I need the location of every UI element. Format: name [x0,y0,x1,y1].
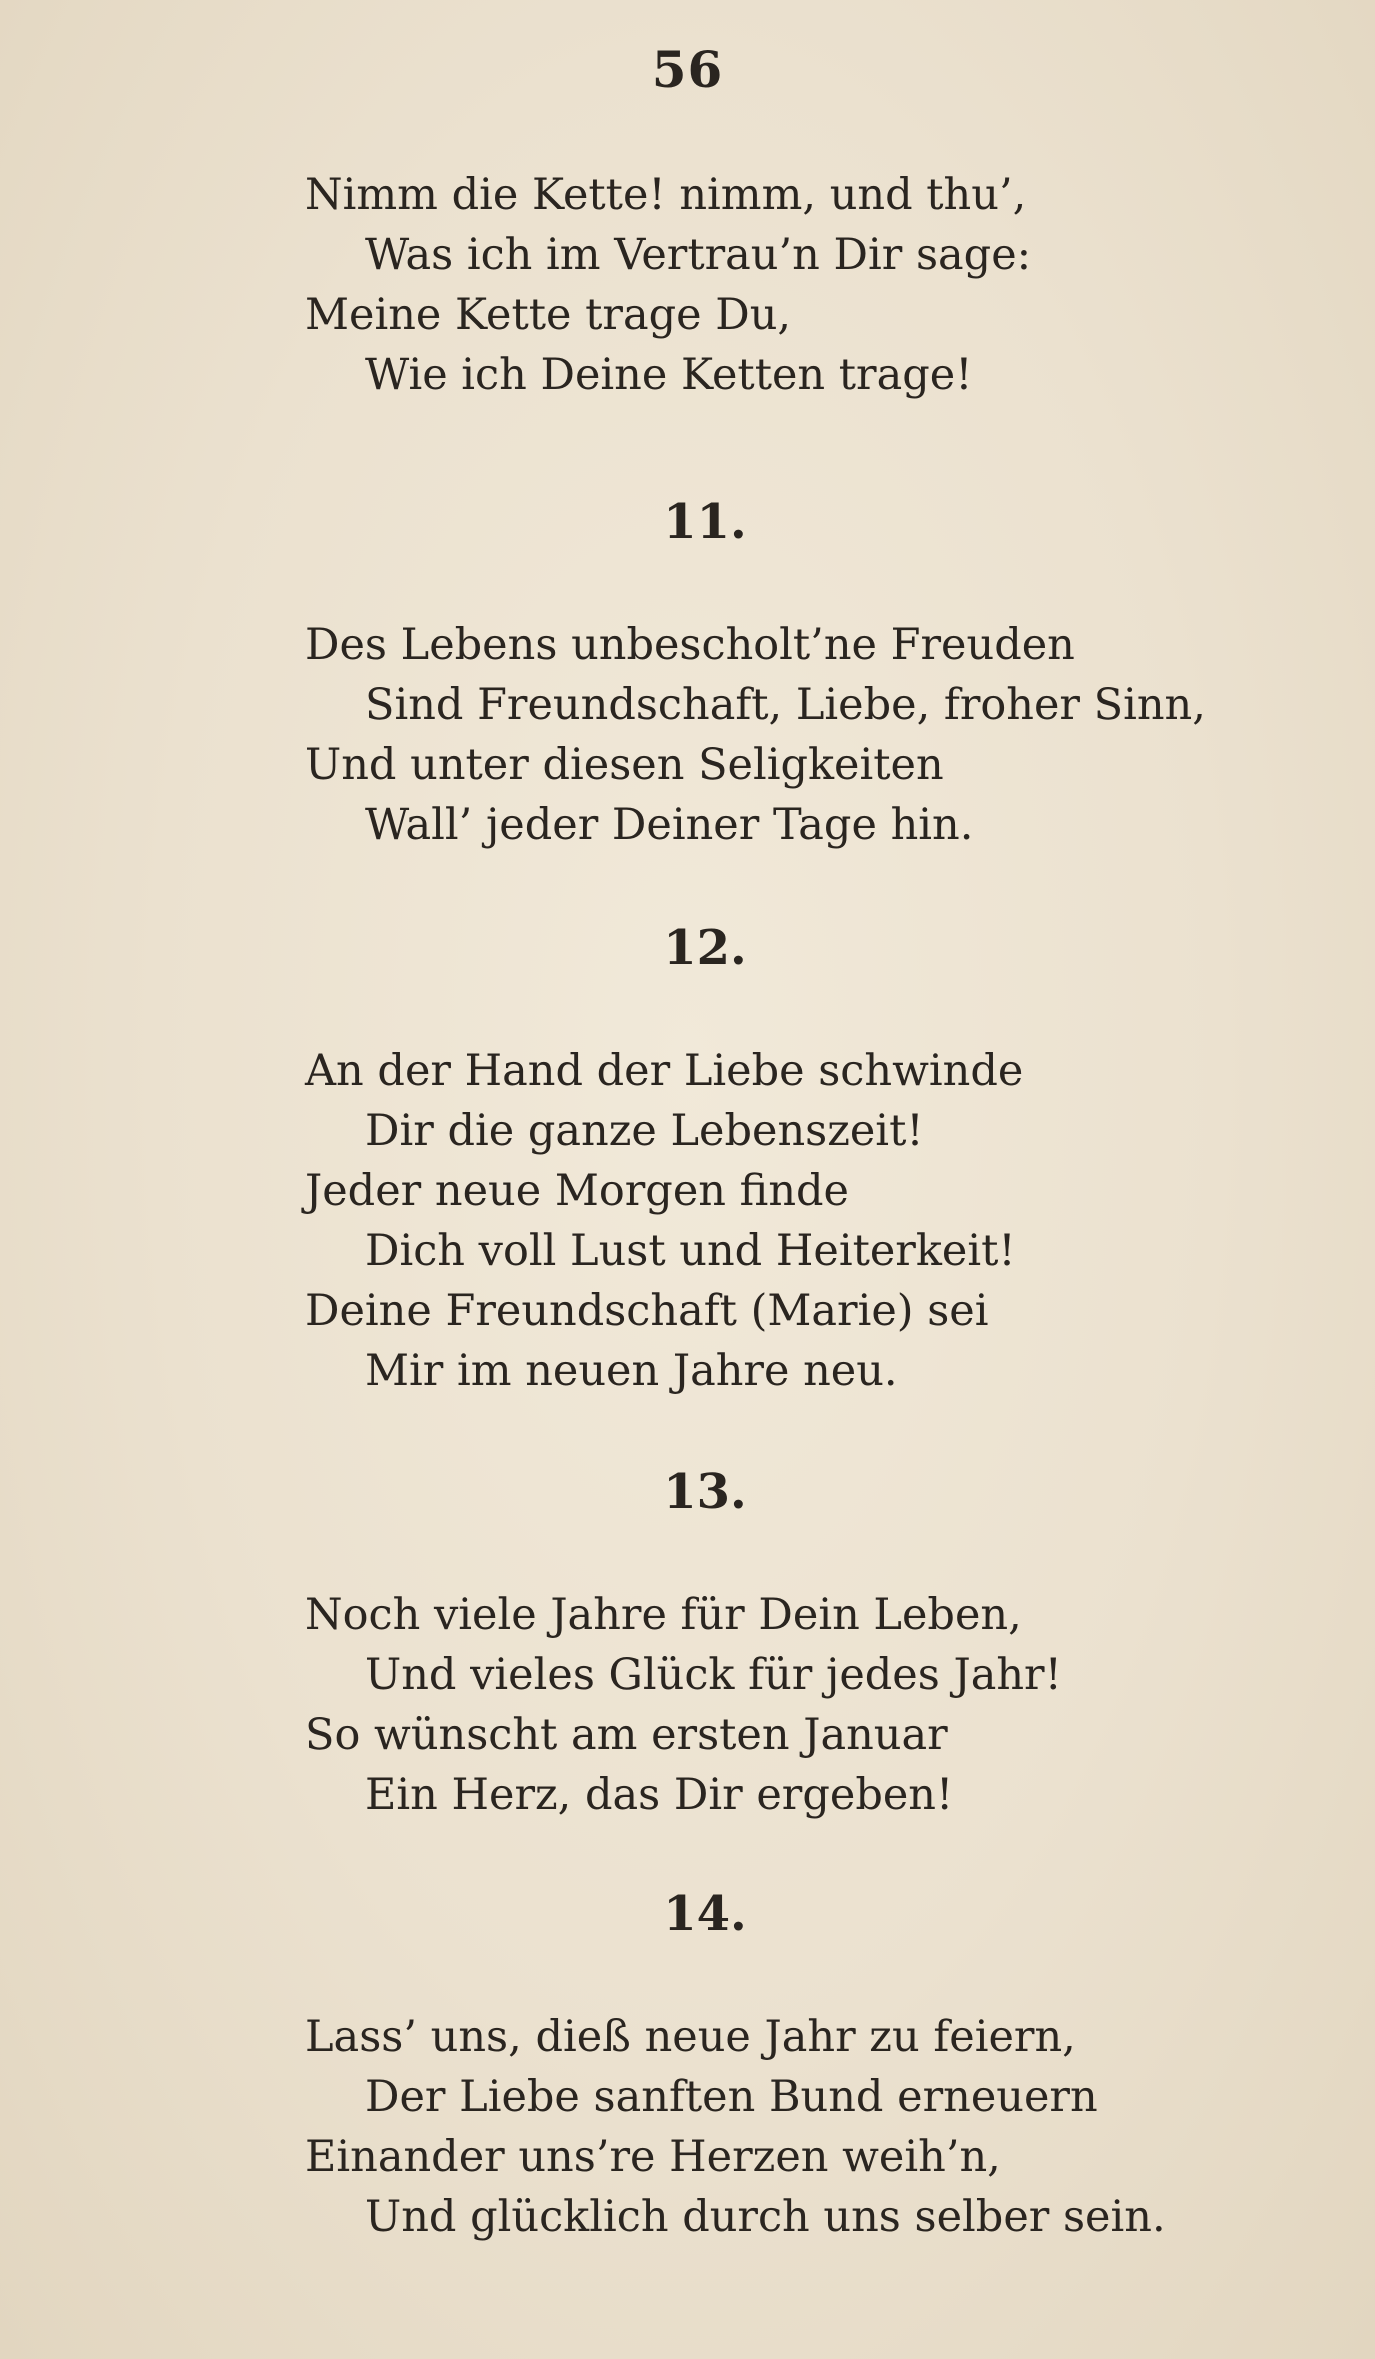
verse-line: Und unter diesen Seligkeiten [305,740,944,790]
stanza-number: 14. [663,1886,747,1942]
verse-line: Mir im neuen Jahre neu. [365,1346,898,1396]
verse-line: Noch viele Jahre für Dein Leben, [305,1590,1022,1640]
stanza-12 [0,918,1375,1401]
verse-line: Und glücklich durch uns selber sein. [365,2192,1166,2242]
verse-line: Dir die ganze Lebenszeit! [365,1106,924,1156]
verse-line: Wie ich Deine Ketten trage! [365,350,973,400]
page-number: 56 [651,40,724,99]
verse-line: Lass’ uns, dieß neue Jahr zu feiern, [305,2012,1076,2062]
stanza-number: 12. [663,920,747,976]
stanza-11 [0,492,1375,855]
stanza-number: 13. [663,1464,747,1520]
verse-line: Wall’ jeder Deiner Tage hin. [365,800,974,850]
verse-line: Des Lebens unbescholt’ne Freuden [305,620,1075,670]
verse-line: Was ich im Vertrau’n Dir sage: [365,230,1032,280]
verse-line: Der Liebe sanften Bund erneuern [365,2072,1098,2122]
stanza-number: 11. [663,494,747,550]
stanza-continued [0,165,1375,405]
verse-line: Einander uns’re Herzen weih’n, [305,2132,1001,2182]
verse-line: An der Hand der Liebe schwinde [305,1046,1024,1096]
verse-line: Meine Kette trage Du, [305,290,792,340]
verse-line: Dich voll Lust und Heiterkeit! [365,1226,1016,1276]
stanza-14 [0,1884,1375,2247]
verse-line: So wünscht am ersten Januar [305,1710,948,1760]
verse-line: Sind Freundschaft, Liebe, froher Sinn, [365,680,1206,730]
stanza-13 [0,1462,1375,1825]
verse-line: Nimm die Kette! nimm, und thu’, [305,170,1027,220]
verse-line: Jeder neue Morgen finde [305,1166,849,1216]
verse-line: Deine Freundschaft (Marie) sei [305,1286,989,1336]
verse-line: Ein Herz, das Dir ergeben! [365,1770,954,1820]
verse-line: Und vieles Glück für jedes Jahr! [365,1650,1062,1700]
